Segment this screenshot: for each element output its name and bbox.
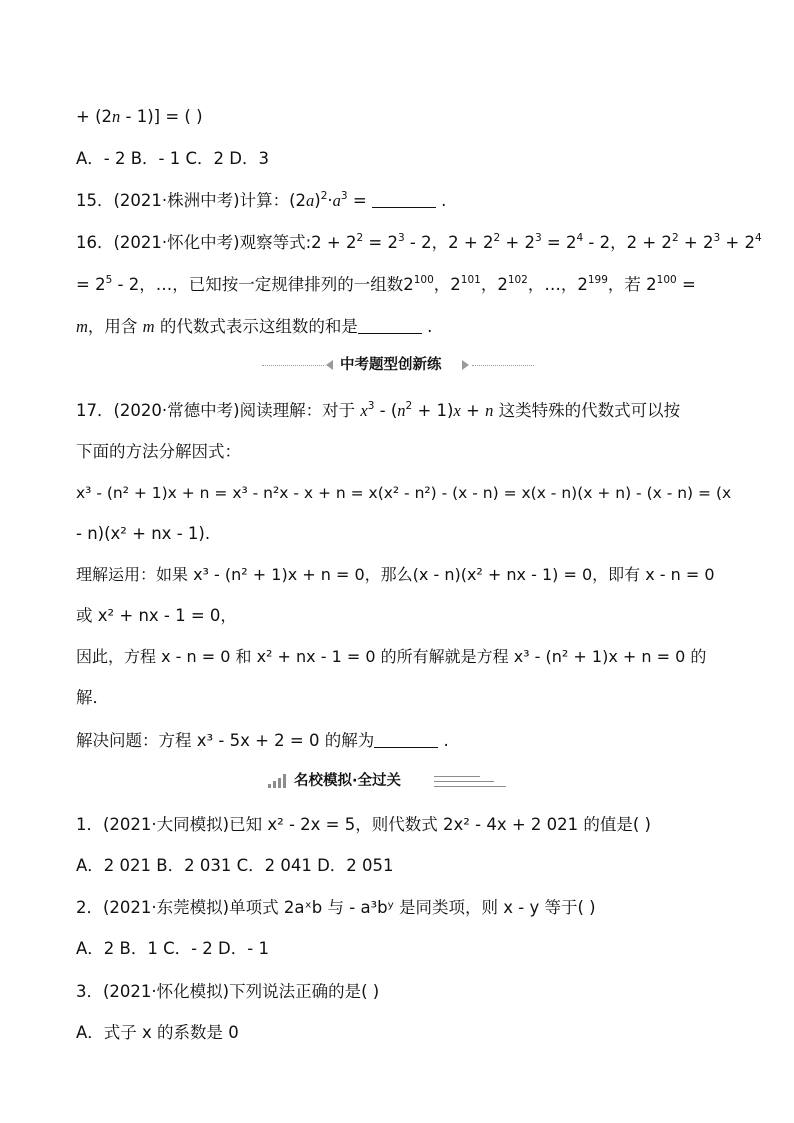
question-17-line-3: x³ - (n² + 1)x + n = x³ - n²x - x + n = x(x² - n²) - (x - n) = x(x - n)(x + n) - (x - n) = (x [76,484,732,502]
question-17-line-5: 理解运用：如果 x³ - (n² + 1)x + n = 0，那么(x - n)(x² + nx - 1) = 0，即有 x - n = 0 [76,565,715,584]
bar-chart-icon [268,774,288,788]
question-14-options: A．- 2 B．- 1 C．2 D．3 [76,149,269,168]
question-17-line-8: 解． [76,688,109,707]
arrow-left-icon [326,360,333,370]
mock-question-1-options: A．2 021 B．2 031 C．2 041 D．2 051 [76,856,394,875]
question-16-line-3: m，用含 m 的代数式表示这组数的和是 . [76,317,433,336]
question-15: 15．(2021·株洲中考)计算：$(2a)^2\cdot a^3$ = . [76,190,447,210]
mock-question-2: 2．(2021·东莞模拟)单项式 2aˣb 与 - a³bʸ 是同类项，则 x - y 等于( ) [76,898,596,917]
mock-question-1: 1．(2021·大同模拟)已知 x² - 2x = 5，则代数式 2x² - 4x + 2 021 的值是( ) [76,815,651,834]
question-17-line-1: 17．(2020·常德中考)阅读理解：对于 $x^3 - (n^2 + 1)x + n$ 这类特殊的代数式可以按 [76,400,681,420]
question-17-line-7: 因此，方程 x - n = 0 和 x² + nx - 1 = 0 的所有解就是方程 x³ - (n² + 1)x + n = 0 的 [76,647,707,666]
section-title-mock-exams: 名校模拟·全过关 [294,773,402,789]
decorative-lines [434,776,506,788]
section-title-innovation: 中考题型创新练 [340,357,442,373]
question-16-line-2: = $2^5 - 2$，…，已知按一定规律排列的一组数$2^{100}$，$2^{101}$，$2^{102}$，…，$2^{199}$，若 $2^{100}$ = [76,274,696,294]
section-divider-left [262,365,324,366]
answer-blank [358,317,422,334]
answer-blank [372,191,436,208]
question-16-line-1: 16．(2021·怀化中考)观察等式:2 + $2^2 = 2^3 - 2$，$2 + 2^2 + 2^3 = 2^4 - 2$，$2 + 2^2 + 2^3 + 2^4$ [76,232,762,252]
question-17-line-4: - n)(x² + nx - 1). [76,524,211,543]
arrow-right-icon [462,360,469,370]
answer-blank [374,731,438,748]
mock-question-3: 3．(2021·怀化模拟)下列说法正确的是( ) [76,982,380,1001]
question-17-line-2: 下面的方法分解因式： [76,442,241,461]
mock-question-3-option-a: A．式子 x 的系数是 0 [76,1023,239,1042]
question-17-line-6: 或 x² + nx - 1 = 0， [76,606,237,625]
question-17-line-9: 解决问题：方程 x³ - 5x + 2 = 0 的解为 . [76,731,449,750]
mock-question-2-options: A．2 B．1 C．- 2 D．- 1 [76,939,269,958]
section-divider-right [472,365,534,366]
question-14-continuation: + (2n - 1)] = ( ) [76,107,203,126]
